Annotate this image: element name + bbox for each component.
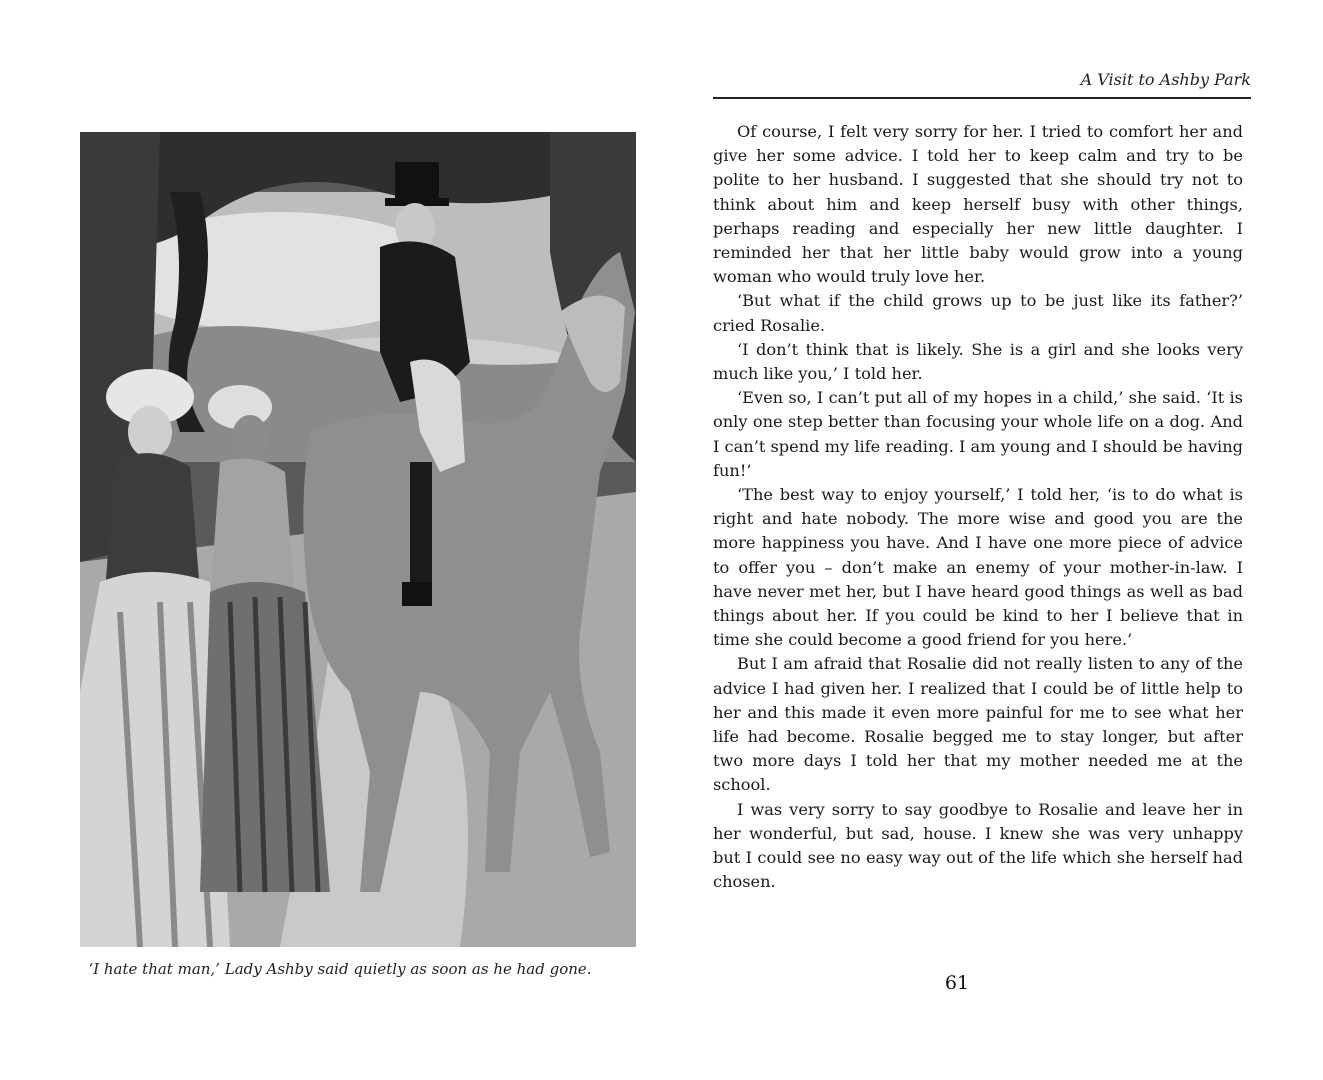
paragraph: ‘Even so, I can’t put all of my hopes in a child,’ she said. ‘It is only one step better than focusing your whole life on a dog. And I can’t spend my life reading. I am young and I should be having fun!’ xyxy=(713,388,1243,480)
page-number: 61 xyxy=(944,972,970,994)
running-head: A Visit to Ashby Park xyxy=(1080,70,1251,89)
paragraph: ‘The best way to enjoy yourself,’ I told her, ‘is to do what is right and hate nobody. The more wise and good you are the more happiness you have. And I have one more piece of advice to offer you – don’t make an enemy of your mother-in-law. I have never met her, but I have heard good things as well as bad things about her. If you could be kind to her I believe that in time she could become a good friend for you here.’ xyxy=(713,485,1243,650)
body-text xyxy=(713,120,1243,895)
paragraph: But I am afraid that Rosalie did not really listen to any of the advice I had given her. I realized that I could be of little help to her and this made it even more painful for me to see what her life had become. Rosalie begged me to stay longer, but after two more days I told her that my mother needed me at the school. xyxy=(713,654,1243,795)
paragraph: ‘I don’t think that is likely. She is a girl and she looks very much like you,’ I told her. xyxy=(713,339,1243,384)
right-page xyxy=(661,0,1323,1080)
illustration-rider-and-ladies xyxy=(80,132,636,947)
illustration-drawing xyxy=(80,132,636,947)
header-rule xyxy=(713,97,1251,99)
paragraph: ‘But what if the child grows up to be just like its father?’ cried Rosalie. xyxy=(713,291,1243,335)
left-page xyxy=(0,0,661,1080)
paragraph: I was very sorry to say goodbye to Rosalie and leave her in her wonderful, but sad, house. I knew she was very unhappy but I could see no easy way out of the life which she herself had chosen. xyxy=(713,799,1243,892)
paragraph: Of course, I felt very sorry for her. I tried to comfort her and give her some advice. I told her to keep calm and try to be polite to her husband. I suggested that she should try not to think about him and keep herself busy with other things, perhaps reading and especially her new little daughter. I reminded her that her little baby would grow into a young woman who would truly love her. xyxy=(713,122,1243,287)
illustration-caption: ‘I hate that man,’ Lady Ashby said quietly as soon as he had gone. xyxy=(88,960,592,978)
